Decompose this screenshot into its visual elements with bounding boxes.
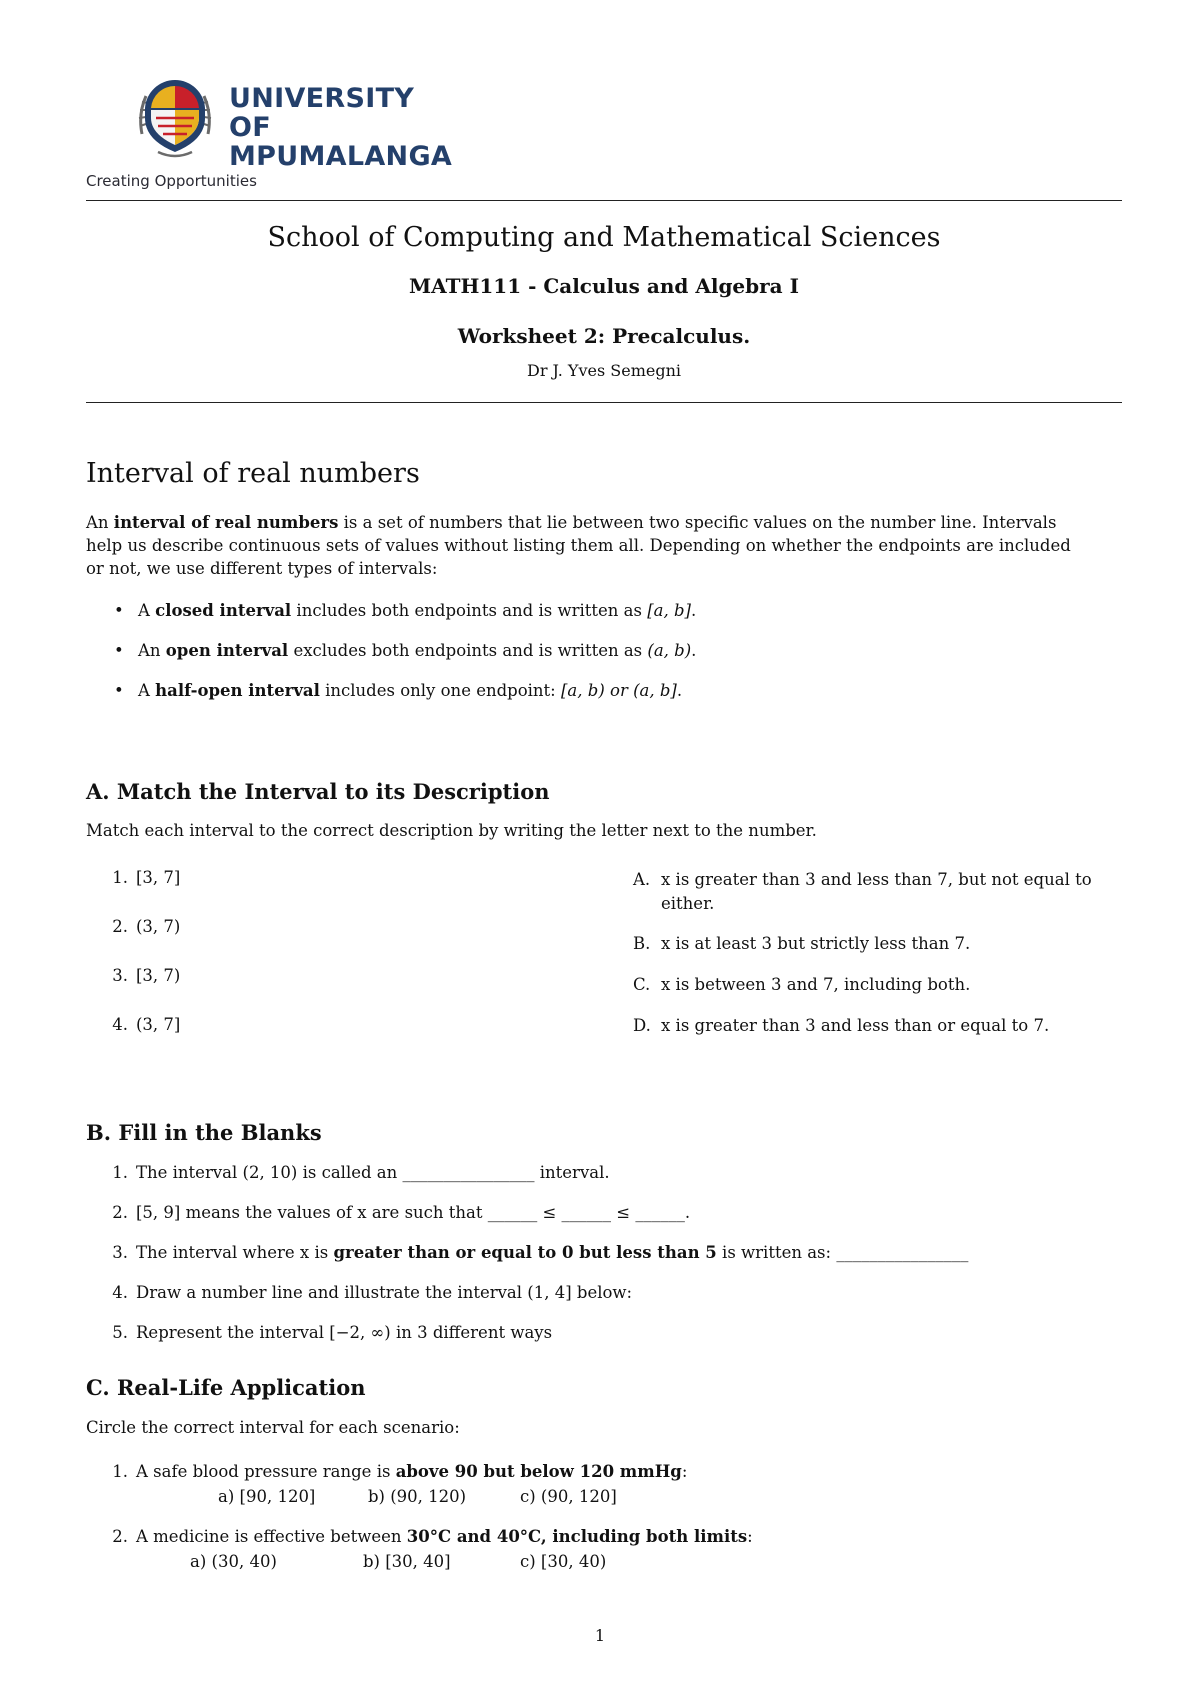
course-title: MATH111 - Calculus and Algebra I [409,274,799,298]
intro-line-1: An interval of real numbers is a set of numbers that lie between two specific values on the number line. Intervals [86,513,1057,532]
match-description-d: D. x is greater than 3 and less than or equal to 7. [633,1016,1050,1035]
scenario-1-choice-b[interactable]: b) (90, 120) [368,1487,467,1506]
scenario-item-2: 2. A medicine is effective between 30°C and 40°C, including both limits: [112,1527,753,1546]
blank-item-4: 4. Draw a number line and illustrate the interval (1, 4] below: [112,1283,633,1302]
worksheet-page: UNIVERSITY OF MPUMALANGA Creating Opportunities School of Computing and Mathematical Sciences MATH111 - Calculus and Algebra I Worksheet 2: Precalculus. Dr J. Yves Semegni Interval of real numbers An interval of real numbers is a set of numbers that lie between two specific values on the number line. Intervals help us describe continuous sets of values without listing them all. Depending on whether the endpoints are included or not, we use different types of intervals: • A closed interval includes both endpoints and is written as [a, b]. • An open interval excludes both endpoints and is written as (a, b). • A half-open interval includes only one endpoint: [a, b) or (a, b]. A. Match the Interval to its Description Match each interval to the correct description by writing the letter next to the number. 1. [3, 7] 2. (3, 7) 3. [3, 7) 4. (3, 7] A. x is greater than 3 and less than 7, but not equal to either. B. x is at least 3 but strictly less than 7. C. x is between 3 and 7, including both. D. x is greater than 3 and less than or equal to 7. B. Fill in the Blanks 1. The interval (2, 10) is called an ________________ interval. 2. [5, 9] means the values of x are such that ______ ≤ ______ ≤ ______. 3. The interval where x is greater than or equal to 0 but less than 5 is written as: ________________ 4. Draw a number line and illustrate the interval (1, 4] below: 5. Represent the interval [−2, ∞) in 3 different ways C. Real-Life Application Circle the correct interval for each scenario: 1. A safe blood pressure range is above 90 but below 120 mmHg: a) [90, 120] b) (90, 120) c) (90, 120] 2. A medicine is effective between 30°C and 40°C, including both limits: a) (30, 40) b) [30, 40] c) [30, 40) 1 [0,0,1200,1696]
scenario-1-choice-c[interactable]: c) (90, 120] [520,1487,617,1506]
match-interval-2: 2. (3, 7) [112,917,181,936]
scenario-1-choice-a[interactable]: a) [90, 120] [218,1487,316,1506]
intro-paragraph [86,511,1122,580]
section-heading-match: A. Match the Interval to its Description [86,779,550,804]
match-interval-3: 3. [3, 7) [112,966,181,985]
author-name: Dr J. Yves Semegni [526,361,681,380]
match-description-a: A. x is greater than 3 and less than 7, but not equal to either. [633,870,1092,913]
header-bottom-rule [86,402,1122,403]
school-title: School of Computing and Mathematical Sciences [267,222,941,253]
scenario-2-choice-c[interactable]: c) [30, 40) [520,1552,607,1571]
worksheet-title: Worksheet 2: Precalculus. [457,324,751,348]
intro-line-2: help us describe continuous sets of values without listing them all. Depending on whether the endpoints are included [86,536,1071,555]
real-life-instruction: Circle the correct interval for each scenario: [86,1418,460,1437]
match-instruction: Match each interval to the correct description by writing the letter next to the number. [86,821,817,840]
section-heading-real-life: C. Real-Life Application [86,1375,366,1400]
section-heading-intervals: Interval of real numbers [86,458,420,489]
match-interval-1: 1. [3, 7] [112,868,181,887]
scenario-2-choice-a[interactable]: a) (30, 40) [190,1552,277,1571]
university-logo [86,72,453,197]
section-heading-fill-blanks: B. Fill in the Blanks [86,1120,322,1145]
page-number: 1 [594,1626,606,1645]
blank-item-5: 5. Represent the interval [−2, ∞) in 3 different ways [112,1323,553,1342]
scenario-item-1: 1. A safe blood pressure range is above 90 but below 120 mmHg: [112,1462,688,1481]
match-description-c: C. x is between 3 and 7, including both. [633,975,971,994]
match-interval-4: 4. (3, 7] [112,1015,181,1034]
header-top-rule [86,200,1122,201]
university-crest-icon [136,74,214,160]
intro-line-3: or not, we use different types of intervals: [86,559,438,578]
match-description-b: B. x is at least 3 but strictly less than 7. [633,934,971,953]
scenario-2-choice-b[interactable]: b) [30, 40] [363,1552,451,1571]
university-name: UNIVERSITY OF MPUMALANGA [229,83,453,172]
blank-item-3: 3. The interval where x is greater than or equal to 0 but less than 5 is written as: ________________ [112,1243,969,1262]
blank-item-2: 2. [5, 9] means the values of x are such that ______ ≤ ______ ≤ ______. [112,1203,691,1222]
blank-item-1: 1. The interval (2, 10) is called an ________________ interval. [112,1163,610,1182]
university-tagline: Creating Opportunities [86,172,257,190]
